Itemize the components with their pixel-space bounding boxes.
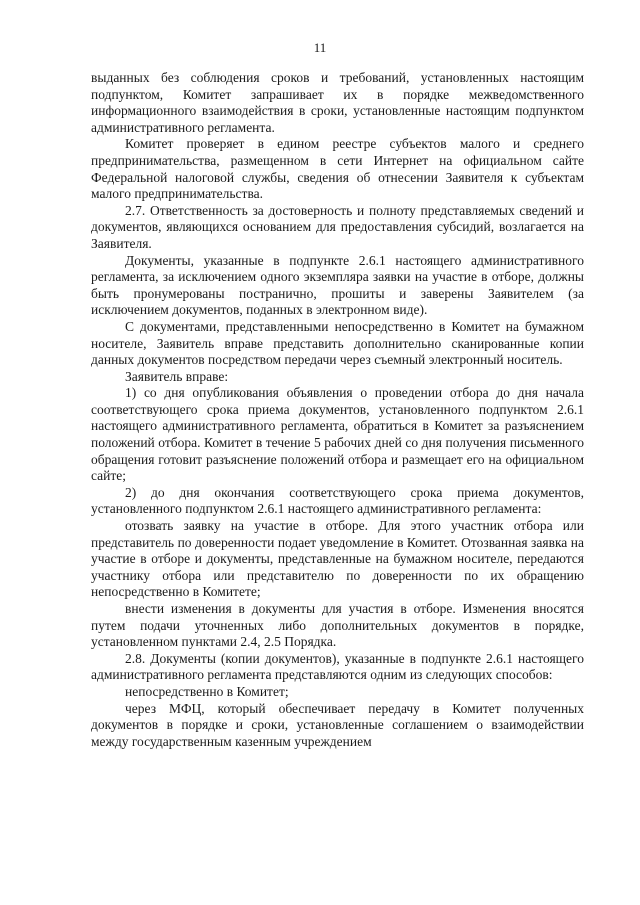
page-number: 11 <box>313 40 327 55</box>
paragraph-5: С документами, представленными непосредственно в Комитет на бумажном носителе, Заявитель вправе представить дополнительно сканированные копии данных документов посредством передачи через съемный электронный носитель. <box>91 318 584 368</box>
paragraph-7: 1) со дня опубликования объявления о проведении отбора до дня начала соответствующего срока приема документов, установленного подпунктом 2.6.1 настоящего административного регламента, обратиться в Комитет за разъяснением положений отбора. Комитет в течение 5 рабочих дней со дня получения письменного обращения готовит разъяснение положений отбора и размещает его на официальном сайте; <box>91 385 584 484</box>
paragraph-10: внести изменения в документы для участия в отборе. Изменения вносятся путем подачи уточненных либо дополнительных документов в порядке, установленном пунктами 2.4, 2.5 Порядка. <box>91 601 584 650</box>
paragraph-11: 2.8. Документы (копии документов), указанные в подпункте 2.6.1 настоящего административного регламента представляются одним из следующих способов: <box>91 650 584 683</box>
paragraph-13: через МФЦ, который обеспечивает передачу в Комитет полученных документов в порядке и сроки, установленные соглашением о взаимодействии между государственным казенным учреждением <box>91 700 584 749</box>
paragraph-9: отозвать заявку на участие в отборе. Для этого участник отбора или представитель по доверенности подает уведомление в Комитет. Отозванная заявка на участие в отборе и документы, представленные на бумажном носителе, передаются участнику отбора или представителю по доверенности по их обращению непосредственно в Комитете; <box>91 518 584 600</box>
paragraph-2: Комитет проверяет в едином реестре субъектов малого и среднего предпринимательства, размещенном в сети Интернет на официальном сайте Федеральной налоговой службы, сведения об отнесении Заявителя к субъектам малого предпринимательства. <box>91 136 584 202</box>
paragraph-8: 2) до дня окончания соответствующего срока приема документов, установленного подпунктом 2.6.1 настоящего административного регламента: <box>91 484 584 517</box>
paragraph-1: выданных без соблюдения сроков и требований, установленных настоящим подпунктом, Комитет запрашивает их в порядке межведомственного информационного взаимодействия в сроки, установленные настоящим подпунктом административного регламента. <box>91 70 584 135</box>
paragraph-6: Заявитель вправе: <box>125 368 229 384</box>
paragraph-3: 2.7. Ответственность за достоверность и полноту представляемых сведений и документов, являющихся основанием для предоставления субсидий, возлагается на Заявителя. <box>91 202 584 251</box>
paragraph-12: непосредственно в Комитет; <box>125 683 289 699</box>
document-body <box>91 70 584 750</box>
paragraph-4: Документы, указанные в подпункте 2.6.1 настоящего административного регламента, за исключением одного экземпляра заявки на участие в отборе, должны быть пронумерованы постранично, прошиты и заверены Заявителем (за исключением документов, поданных в электронном виде). <box>91 252 584 318</box>
